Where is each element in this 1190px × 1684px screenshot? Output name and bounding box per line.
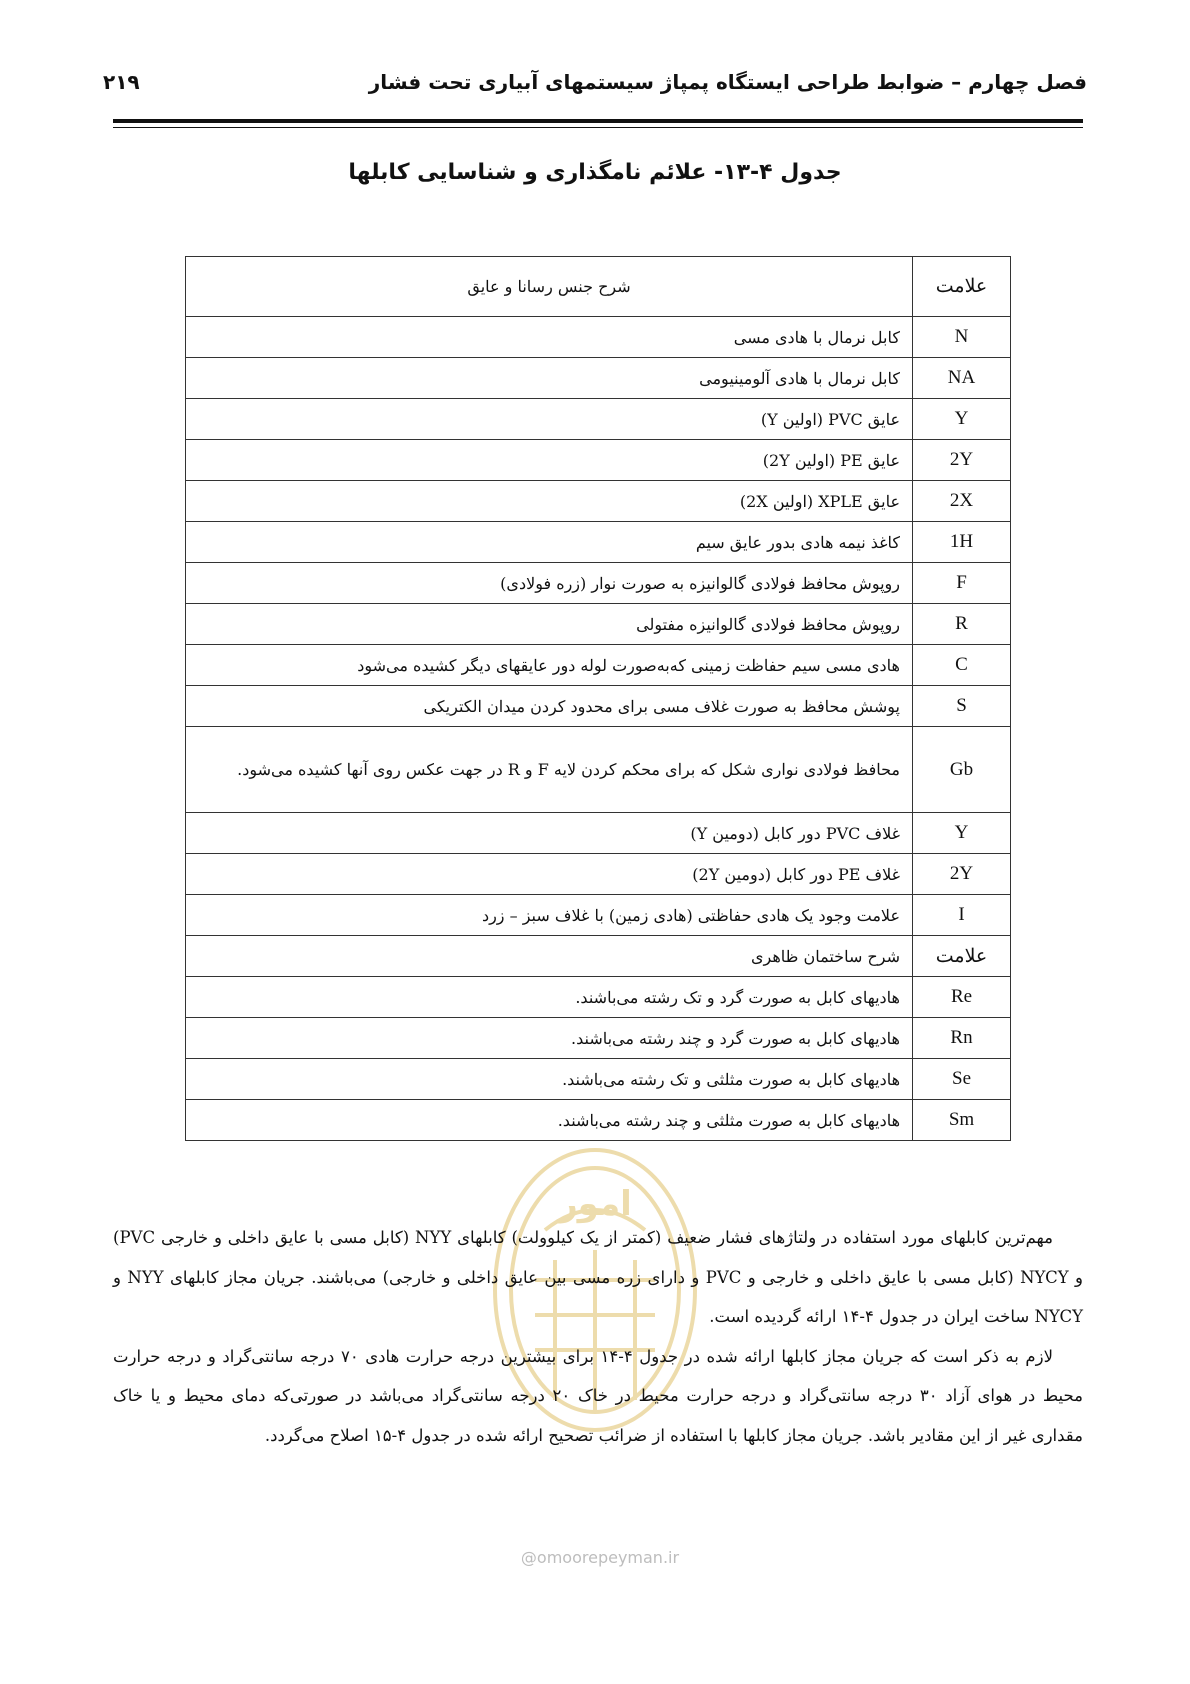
- subheader-description-cell: شرح ساختمان ظاهری: [186, 936, 913, 977]
- header-description-cell: شرح جنس رسانا و عایق: [186, 257, 913, 317]
- header-rule-thick: [113, 119, 1083, 123]
- symbol-cell: Rn: [913, 1018, 1011, 1059]
- paragraph-1: مهم‌ترین کابلهای مورد استفاده در ولتاژهای فشار ضعیف (کمتر از یک کیلوولت) کابلهای NYY (کابل مسی با عایق داخلی و خارجی PVC) و NYCY (کابل مسی با عایق داخلی و خارجی و PVC و دارای زره مسی بین عایق داخلی و خارجی) می‌باشند. جریان مجاز کابلهای NYY و NYCY ساخت ایران در جدول ۴-۱۴ ارائه گردیده است.: [113, 1228, 1083, 1326]
- table-row: [186, 399, 1011, 440]
- at-icon: @: [520, 1548, 537, 1567]
- page-number: ۲۱۹: [103, 70, 140, 94]
- symbol-cell: Gb: [913, 727, 1011, 813]
- subheader-symbol-cell: علامت: [913, 936, 1011, 977]
- table-row: [186, 522, 1011, 563]
- description-cell: پوشش محافظ به صورت غلاف مسی برای محدود کردن میدان الکتریکی: [186, 686, 913, 727]
- symbol-cell: 2X: [913, 481, 1011, 522]
- description-cell: هادیهای کابل به صورت گرد و چند رشته می‌باشند.: [186, 1018, 913, 1059]
- table-row: [186, 358, 1011, 399]
- table-row: [186, 895, 1011, 936]
- table-row: [186, 481, 1011, 522]
- header-symbol-cell: علامت: [913, 257, 1011, 317]
- table-row: [186, 645, 1011, 686]
- watermark-url-text: omoorepeyman.ir: [536, 1548, 680, 1567]
- description-cell: کابل نرمال با هادی آلومینیومی: [186, 358, 913, 399]
- chapter-title: فصل چهارم – ضوابط طراحی ایستگاه پمپاژ سیستمهای آبیاری تحت فشار: [368, 70, 1087, 94]
- table-header-row: [186, 257, 1011, 317]
- table-row: [186, 727, 1011, 813]
- table-row: [186, 1059, 1011, 1100]
- table-row: [186, 854, 1011, 895]
- table-row: [186, 1100, 1011, 1141]
- symbol-cell: Sm: [913, 1100, 1011, 1141]
- description-cell: محافظ فولادی نواری شکل که برای محکم کردن لایه F و R در جهت عکس روی آنها کشیده می‌شود.: [186, 727, 913, 813]
- watermark-url: [490, 1548, 710, 1567]
- description-cell: هادی مسی سیم حفاظت زمینی که‌به‌صورت لوله دور عایقهای دیگر کشیده می‌شود: [186, 645, 913, 686]
- cable-naming-table: [185, 256, 1011, 1141]
- symbol-cell: Se: [913, 1059, 1011, 1100]
- description-cell: هادیهای کابل به صورت مثلثی و چند رشته می‌باشند.: [186, 1100, 913, 1141]
- description-cell: کاغذ نیمه هادی بدور عایق سیم: [186, 522, 913, 563]
- symbol-cell: I: [913, 895, 1011, 936]
- table-row: [186, 317, 1011, 358]
- symbol-cell: Re: [913, 977, 1011, 1018]
- symbol-cell: Y: [913, 813, 1011, 854]
- description-cell: علامت وجود یک هادی حفاظتی (هادی زمین) با غلاف سبز – زرد: [186, 895, 913, 936]
- description-cell: عایق XPLE (اولین 2X): [186, 481, 913, 522]
- symbol-cell: NA: [913, 358, 1011, 399]
- paragraph-2: لازم به ذکر است که جریان مجاز کابلها ارائه شده در جدول ۴-۱۴ برای بیشترین درجه حرارت هادی ۷۰ درجه سانتی‌گراد و درجه حرارت محیط در هوای آزاد ۳۰ درجه سانتی‌گراد و درجه حرارت محیط در خاک ۲۰ درجه سانتی‌گراد می‌باشد در صورتی‌که دمای محیط و یا خاک مقداری غیر از این مقادیر باشد. جریان مجاز کابلها با استفاده از ضرائب تصحیح ارائه شده در جدول ۴-۱۵ اصلاح می‌گردد.: [113, 1346, 1083, 1445]
- symbol-cell: Y: [913, 399, 1011, 440]
- description-cell: هادیهای کابل به صورت مثلثی و تک رشته می‌باشند.: [186, 1059, 913, 1100]
- table-caption: جدول ۴-۱۳- علائم نامگذاری و شناسایی کابلها: [348, 160, 842, 185]
- description-cell: غلاف PE دور کابل (دومین 2Y): [186, 854, 913, 895]
- header-rule-thin: [113, 127, 1083, 128]
- table-row: [186, 686, 1011, 727]
- table-row: [186, 813, 1011, 854]
- table-row: [186, 440, 1011, 481]
- symbol-cell: 2Y: [913, 854, 1011, 895]
- symbol-cell: 1H: [913, 522, 1011, 563]
- table-subheader-row: [186, 936, 1011, 977]
- symbol-cell: C: [913, 645, 1011, 686]
- symbol-cell: F: [913, 563, 1011, 604]
- table-row: [186, 1018, 1011, 1059]
- symbol-cell: 2Y: [913, 440, 1011, 481]
- symbol-cell: R: [913, 604, 1011, 645]
- description-cell: کابل نرمال با هادی مسی: [186, 317, 913, 358]
- description-cell: هادیهای کابل به صورت گرد و تک رشته می‌باشند.: [186, 977, 913, 1018]
- description-cell: عایق PE (اولین 2Y): [186, 440, 913, 481]
- table-row: [186, 563, 1011, 604]
- description-cell: روپوش محافظ فولادی گالوانیزه به صورت نوار (زره فولادی): [186, 563, 913, 604]
- body-text: [113, 1218, 1083, 1455]
- symbol-cell: N: [913, 317, 1011, 358]
- description-cell: عایق PVC (اولین Y): [186, 399, 913, 440]
- symbol-cell: S: [913, 686, 1011, 727]
- table-row: [186, 977, 1011, 1018]
- seal-text: امور: [558, 1184, 632, 1224]
- description-cell: غلاف PVC دور کابل (دومین Y): [186, 813, 913, 854]
- description-cell: روپوش محافظ فولادی گالوانیزه مفتولی: [186, 604, 913, 645]
- table-row: [186, 604, 1011, 645]
